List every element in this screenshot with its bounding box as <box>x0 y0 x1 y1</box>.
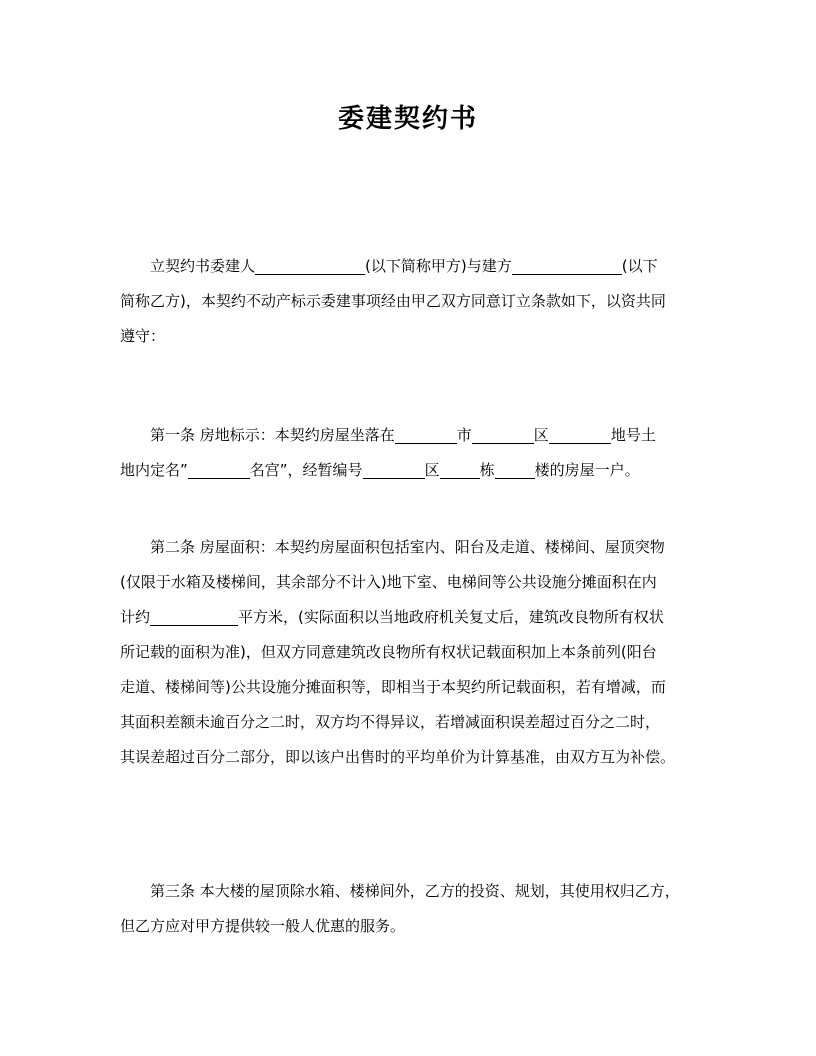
zone-blank <box>363 460 425 479</box>
preamble-text-a: 立契约书委建人 <box>150 257 256 275</box>
article-1-paragraph <box>120 418 700 488</box>
article-2-line-2: (仅限于水箱及楼梯间，其余部分不计入)地下室、电梯间等公共设施分摊面积在内 <box>120 573 657 591</box>
document-title: 委建契约书 <box>337 104 478 134</box>
preamble-text-c: (以下 <box>621 257 658 275</box>
article-2-line-1: 第二条 房屋面积：本契约房屋面积包括室内、阳台及走道、楼梯间、屋顶突物 <box>150 538 665 556</box>
article-1-text-d: 地号土 <box>610 426 656 444</box>
article-1-line-2 <box>120 453 700 488</box>
article-3-paragraph <box>120 874 700 944</box>
district-blank <box>472 425 534 444</box>
preamble-text-b: (以下简称甲方)与建方 <box>365 257 512 275</box>
principal-name-blank <box>255 256 365 275</box>
block-blank <box>440 460 480 479</box>
article-1-text-f: 名宫”，经暂编号 <box>249 461 363 479</box>
article-1-text-g: 区 <box>424 461 440 479</box>
lot-number-blank <box>549 425 611 444</box>
city-blank <box>395 425 457 444</box>
article-1-text-c: 区 <box>533 426 549 444</box>
preamble-line-1 <box>120 249 700 284</box>
article-2-line-3 <box>120 600 700 635</box>
article-1-text-a: 第一条 房地标示：本契约房屋坐落在 <box>150 426 395 444</box>
preamble-paragraph <box>120 249 700 354</box>
article-2-line-5: 走道、楼梯间等)公共设施分摊面积等，即相当于本契约所记载面积，若有增减，而 <box>120 678 666 696</box>
article-2-line-7: 其误差超过百分二部分，即以该户出售时的平均单价为计算基准，由双方互为补偿。 <box>120 748 676 766</box>
floor-blank <box>495 460 535 479</box>
article-1-text-h: 栋 <box>479 461 495 479</box>
article-1-line-1 <box>120 418 700 453</box>
article-2-text-3a: 计约 <box>120 608 151 626</box>
builder-name-blank <box>512 256 622 275</box>
article-2-text-3b: 平方米，(实际面积以当地政府机关复丈后，建筑改良物所有权状 <box>238 608 664 626</box>
article-1-text-b: 市 <box>456 426 472 444</box>
article-1-text-e: 地内定名” <box>120 461 188 479</box>
preamble-line-3: 遵守： <box>120 327 166 345</box>
article-2-line-6: 其面积差额未逾百分之二时，双方均不得异议，若增减面积误差超过百分之二时， <box>120 713 661 731</box>
article-2-paragraph <box>120 530 700 775</box>
article-2-line-4: 所记载的面积为准)，但双方同意建筑改良物所有权状记载面积加上本条前列(阳台 <box>120 643 657 661</box>
article-3-line-2: 但乙方应对甲方提供较一般人优惠的服务。 <box>120 917 406 935</box>
building-name-blank <box>188 460 250 479</box>
area-blank <box>150 607 238 626</box>
article-3-line-1: 第三条 本大楼的屋顶除水箱、楼梯间外，乙方的投资、规划，其使用权归乙方， <box>150 882 680 900</box>
preamble-line-2: 简称乙方)，本契约不动产标示委建事项经由甲乙双方同意订立条款如下，以资共同 <box>120 292 666 310</box>
article-1-text-i: 楼的房屋一户。 <box>534 461 640 479</box>
